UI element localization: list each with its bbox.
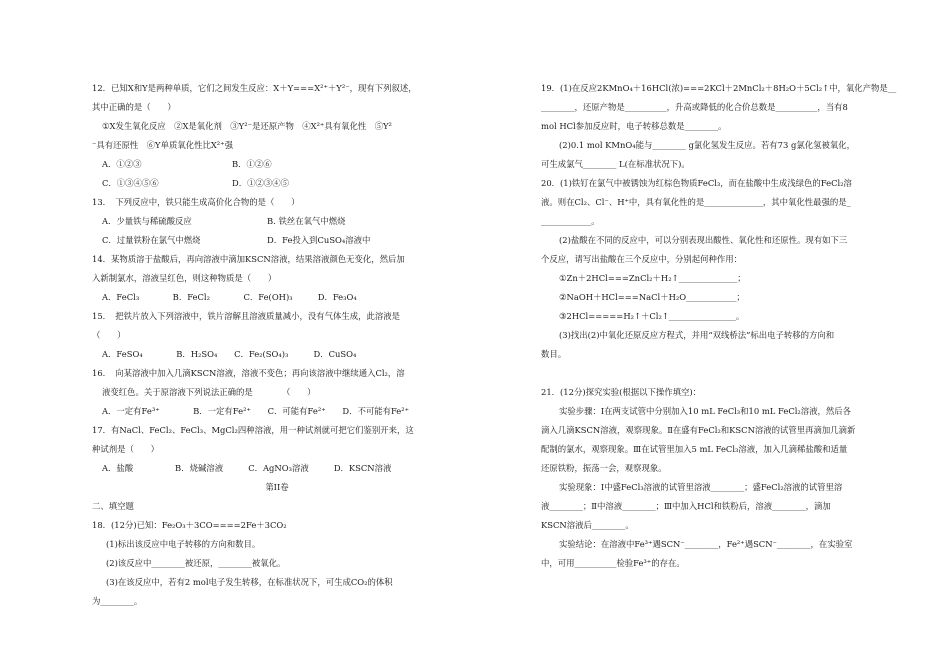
q14-line-1: 14．某物质溶于盐酸后，再向溶液中滴加KSCN溶液，结果溶液颜色无变化，然后加 <box>92 254 405 264</box>
q15-options: A．FeSO₄ B．H₂SO₄ C．Fe₂(SO₄)₃ D．CuSO₄ <box>102 349 357 359</box>
q18-line-3: (2)该反应中________被还原，________被氧化。 <box>106 558 286 568</box>
q16-options: A．一定有Fe³⁺ B．一定有Fe²⁺ C．可能有Fe²⁺ D．不可能有Fe²⁺ <box>102 406 410 416</box>
q20-line-1: 20．(1)铁钉在氯气中被锈蚀为红棕色物质FeCl₃，而在盐酸中生成浅绿色的FeCl₂溶 <box>541 178 852 188</box>
q21-line-7: 液________；Ⅱ中溶液________；Ⅲ中加入HCl和铁粉后，溶液________，滴加 <box>541 501 831 511</box>
q21-line-3: 滴入几滴KSCN溶液，观察现象。Ⅱ在盛有FeCl₂和KSCN溶液的试管里再滴加几滴新 <box>541 425 856 435</box>
q16-line-2: 液变红色。关于原溶液下列说法正确的是 （ ） <box>102 387 316 397</box>
q13-option-d: D．Fe投入到CuSO₄溶液中 <box>267 235 371 245</box>
q21-line-1: 21．(12分)探究实验(根据以下操作填空)： <box>541 387 702 397</box>
q20-line-9: (3)找出(2)中氧化还原反应方程式，并用“双线桥法”标出电子转移的方向和 <box>559 330 835 340</box>
q20-reaction-3: ③2HCl=====H₂↑＋Cl₂↑________________。 <box>559 311 745 321</box>
q21-line-9: 实验结论：在溶液中Fe³⁺遇SCN⁻________，Fe²⁺遇SCN⁻________，在实验室 <box>559 539 853 549</box>
q12-option-d: D．①②③④⑤ <box>232 178 289 188</box>
q12-option-a: A．①②③ <box>102 159 142 169</box>
q13-option-c: C．过量铁粉在氯气中燃烧 <box>102 235 201 245</box>
q20-reaction-1: ①Zn＋2HCl===ZnCl₂＋H₂↑______________； <box>559 273 746 283</box>
q21-line-4: 配制的氯水，观察现象。Ⅲ在试管里加入5 mL FeCl₃溶液，加入几滴稀盐酸和适量 <box>541 444 848 454</box>
q20-line-4: (2)盐酸在不同的反应中，可以分别表现出酸性、氧化性和还原性。现有如下三 <box>559 235 848 245</box>
q13-option-a: A．少量铁与稀硫酸反应 <box>102 216 192 226</box>
q20-line-10: 数目。 <box>541 349 567 359</box>
q20-line-3: ____________。 <box>541 216 600 226</box>
q12-line-2: 其中正确的是（ ） <box>92 102 176 112</box>
q20-reaction-2: ②NaOH＋HCl===NaCl＋H₂O____________； <box>559 292 745 302</box>
q17-line-1: 17．有NaCl、FeCl₂、FeCl₃、MgCl₂四种溶液，用一种试剂就可把它们鉴别开来，这 <box>92 425 414 435</box>
q21-line-6: 实验现象：Ⅰ中盛FeCl₃溶液的试管里溶液________；盛FeCl₂溶液的试管里溶 <box>559 482 843 492</box>
q12-line-4: ⁻具有还原性 ⑥Y单质氧化性比X²⁺强 <box>92 140 233 150</box>
section-title: 二、填空题 <box>92 501 134 511</box>
q18-line-1: 18．(12分)已知：Fe₂O₃＋3CO====2Fe＋3CO₂ <box>92 520 287 530</box>
q19-line-5: 可生成氯气________ L(在标准状况下)。 <box>541 159 690 169</box>
q17-line-2: 种试剂是（ ） <box>92 444 159 454</box>
q21-line-8: KSCN溶液后________。 <box>541 520 634 530</box>
q15-line-2: （ ） <box>92 330 126 340</box>
q20-line-5: 个反应，请写出盐酸在三个反应中，分别起何种作用： <box>541 254 742 264</box>
q15-line-1: 15． 把铁片放入下列溶液中，铁片溶解且溶液质量减小，没有气体生成，此溶液是 <box>92 311 400 321</box>
q17-options: A．盐酸 B．烧碱溶液 C．AgNO₃溶液 D．KSCN溶液 <box>102 463 392 473</box>
q13-line-1: 13． 下列反应中，铁只能生成高价化合物的是（ ） <box>92 197 300 207</box>
q20-line-2: 液。则在Cl₂、Cl⁻、H⁺中，具有氧化性的是______________，其中氧化性最强的是_ <box>541 197 851 207</box>
q14-line-2: 入新制氯水，溶液呈红色，则这种物质是（ ） <box>92 273 277 283</box>
q13-option-b: B. 铁丝在氧气中燃烧 <box>267 216 346 226</box>
q12-line-3: ①X发生氧化反应 ②X是氧化剂 ③Y²⁻是还原产物 ④X²⁺具有氧化性 ⑤Y² <box>102 121 392 131</box>
q16-line-1: 16． 向某溶液中加入几滴KSCN溶液，溶液不变色；再向该溶液中继续通入Cl₂，溶 <box>92 368 405 378</box>
q12-line-1: 12．已知X和Y是两种单质，它们之间发生反应：X＋Y===X²⁺＋Y²⁻，现有下列叙述， <box>92 83 417 93</box>
q12-option-b: B．①②⑥ <box>232 159 272 169</box>
q21-line-5: 还原铁粉，振荡一会，观察现象。 <box>541 463 667 473</box>
q21-line-10: 中，可用__________检验Fe³⁺的存在。 <box>541 558 685 568</box>
q18-line-5: 为________。 <box>92 596 143 606</box>
q12-option-c: C．①③④⑤⑥ <box>102 178 159 188</box>
volume-title: 第II卷 <box>265 482 289 492</box>
q21-line-2: 实验步骤：Ⅰ在两支试管中分别加入10 mL FeCl₃和10 mL FeCl₂溶液，然后各 <box>559 406 852 416</box>
q19-line-4: (2)0.1 mol KMnO₄能与________ g氯化氢发生反应。若有73 g氯化氢被氧化， <box>559 140 855 150</box>
q14-options: A．FeCl₃ B．FeCl₂ C．Fe(OH)₃ D．Fe₃O₄ <box>102 292 357 302</box>
q19-line-2: ________，还原产物是__________，升高或降低的化合价总数是__________，当有8 <box>541 102 848 112</box>
q19-line-1: 19．(1)在反应2KMnO₄＋16HCl(浓)===2KCl＋2MnCl₂＋8H₂O＋5Cl₂↑中，氧化产物是__ <box>541 83 897 93</box>
q19-line-3: mol HCl参加反应时，电子转移总数是________。 <box>541 121 727 131</box>
q18-line-2: (1)标出该反应中电子转移的方向和数目。 <box>106 539 261 549</box>
q18-line-4: (3)在该反应中，若有2 mol电子发生转移，在标准状况下，可生成CO₂的体积 <box>106 577 393 587</box>
